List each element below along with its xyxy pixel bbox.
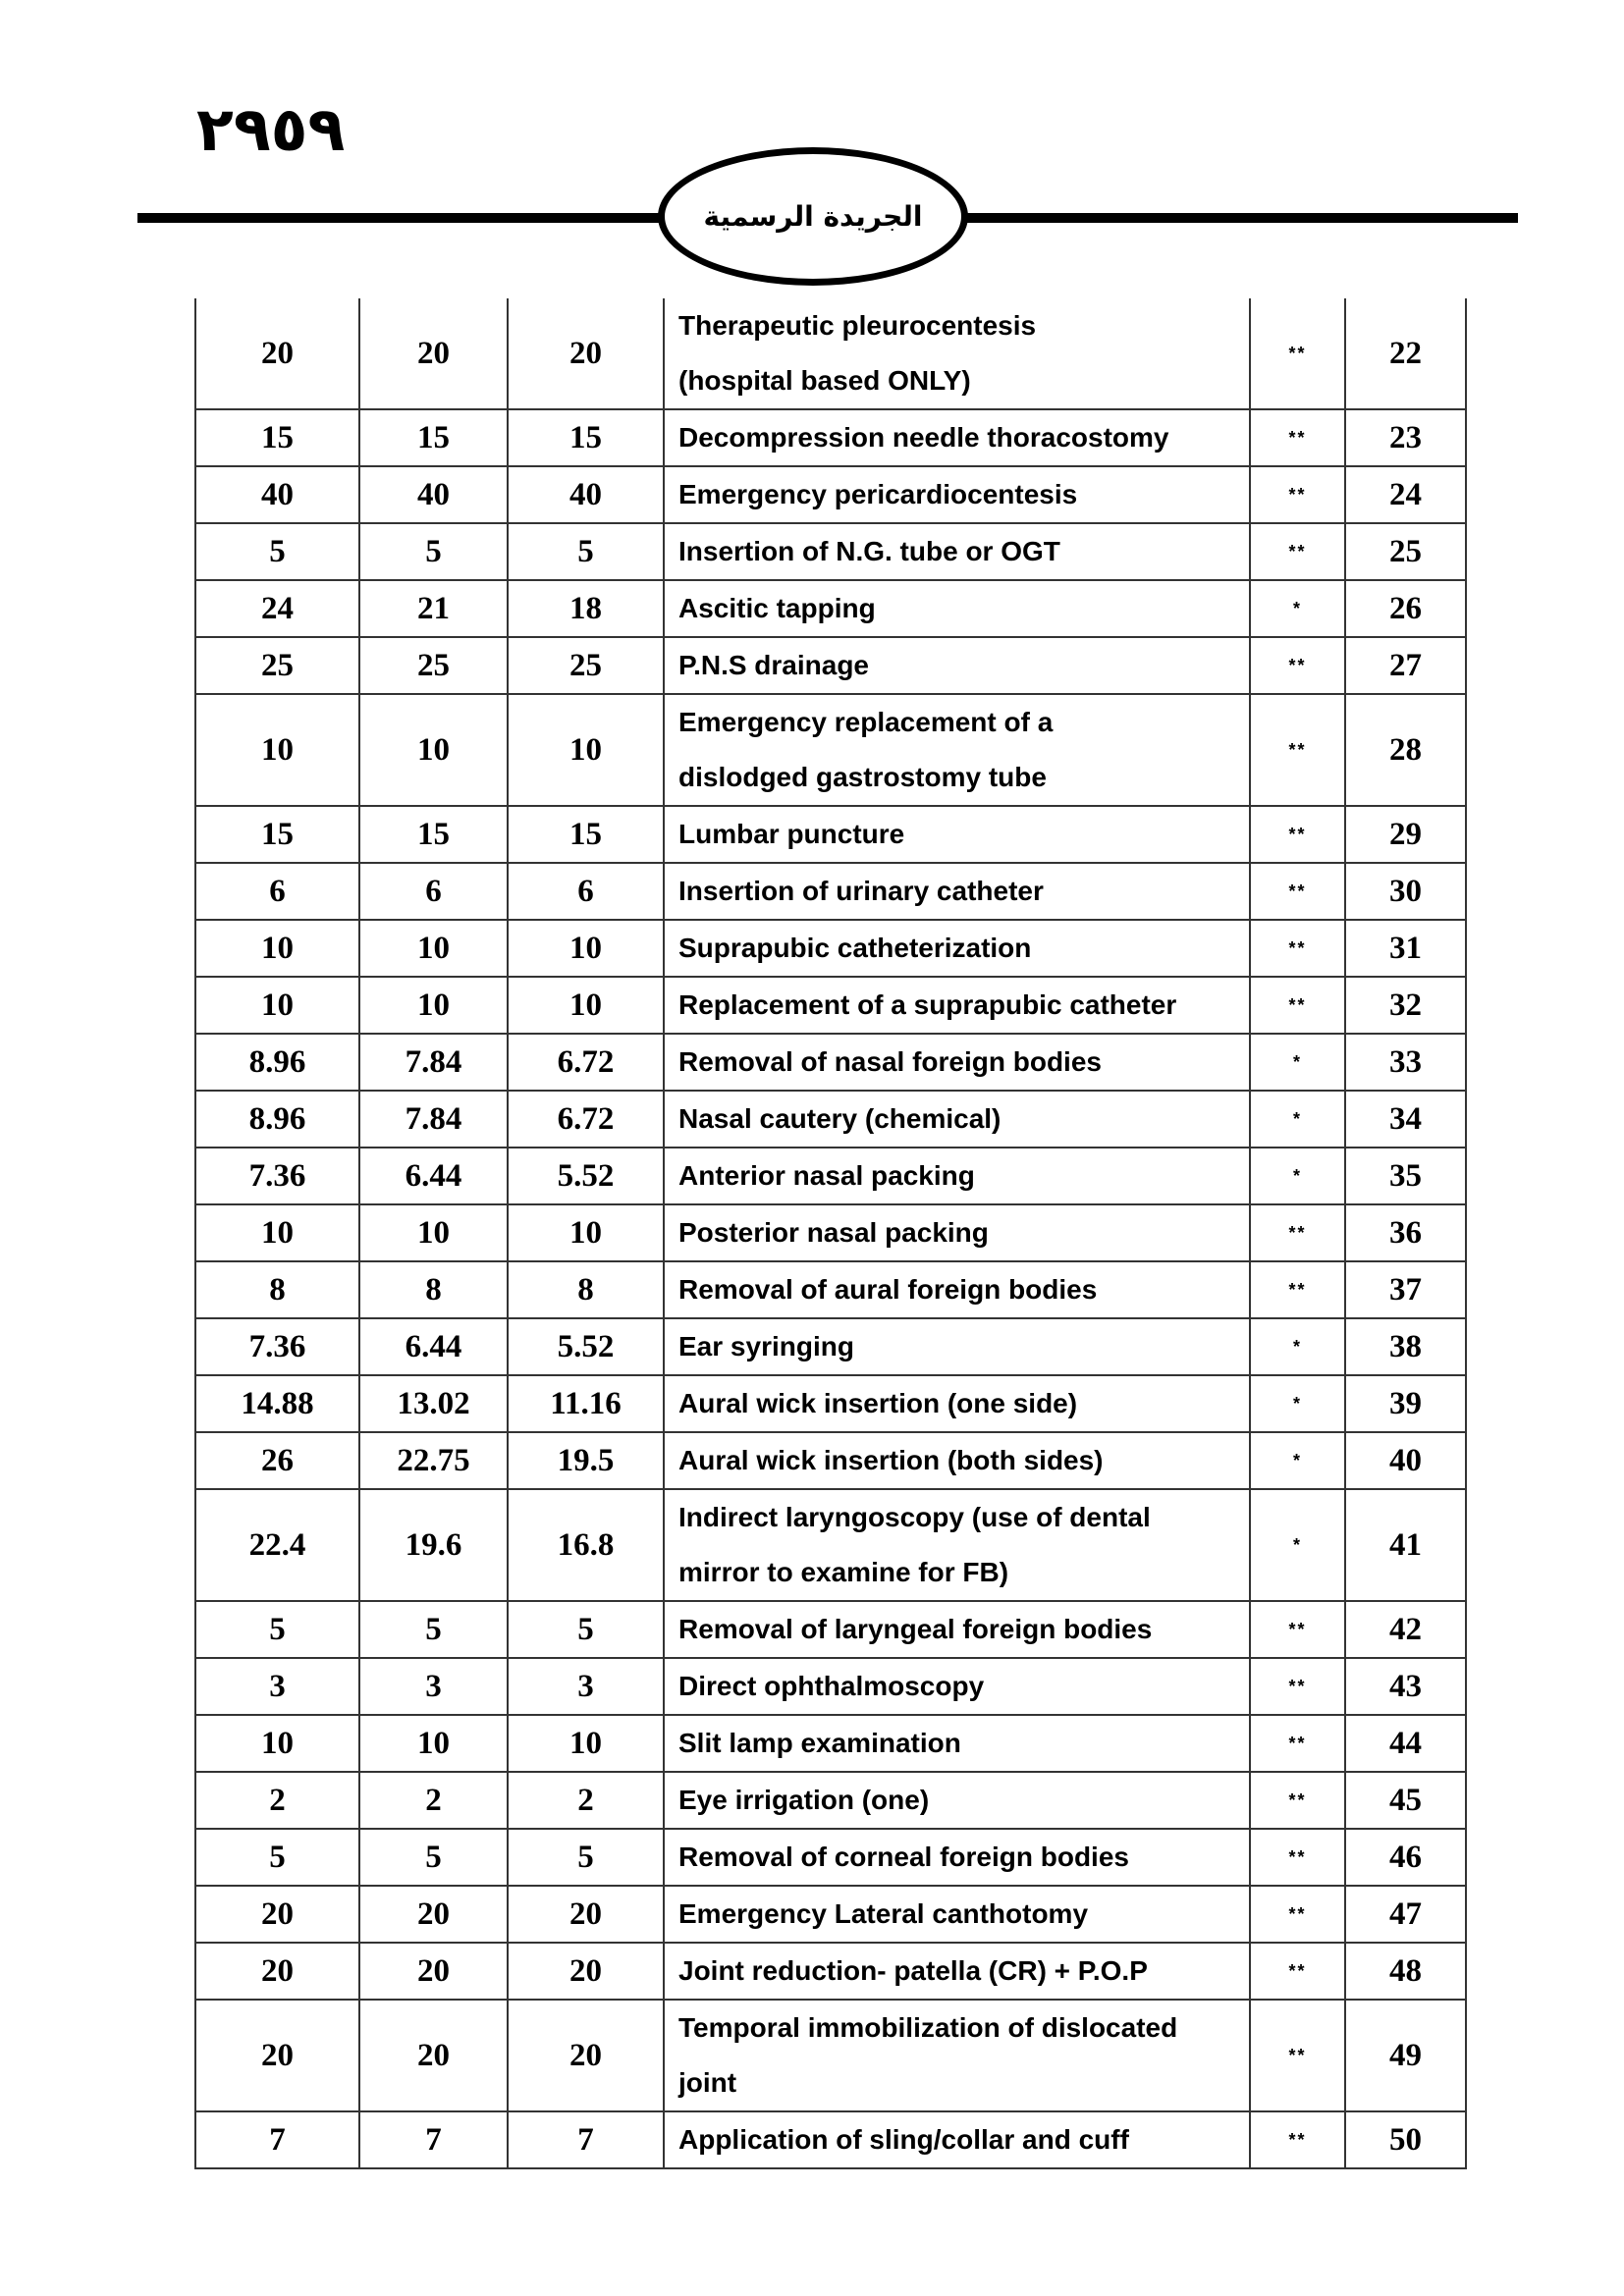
table-row <box>195 920 1466 977</box>
fee-col-1: 15 <box>195 806 359 863</box>
fee-col-1: 15 <box>195 409 359 466</box>
row-number: 36 <box>1345 1204 1466 1261</box>
table-row <box>195 1489 1466 1601</box>
table-row <box>195 1601 1466 1658</box>
fee-col-1: 7.36 <box>195 1318 359 1375</box>
row-number: 28 <box>1345 694 1466 806</box>
row-number: 46 <box>1345 1829 1466 1886</box>
fee-col-2: 10 <box>359 694 508 806</box>
fee-col-1: 8.96 <box>195 1034 359 1091</box>
table-row <box>195 1148 1466 1204</box>
fee-col-3: 6.72 <box>508 1034 664 1091</box>
fee-col-3: 5 <box>508 1829 664 1886</box>
category-mark: * <box>1250 1375 1345 1432</box>
table-row <box>195 523 1466 580</box>
table-row <box>195 2111 1466 2168</box>
procedure-name: Posterior nasal packing <box>664 1204 1250 1261</box>
procedure-name: Indirect laryngoscopy (use of dental mirror to examine for FB) <box>664 1489 1250 1601</box>
row-number: 42 <box>1345 1601 1466 1658</box>
fee-col-1: 5 <box>195 1829 359 1886</box>
category-mark: * <box>1250 1318 1345 1375</box>
fee-col-1: 40 <box>195 466 359 523</box>
fee-col-2: 7.84 <box>359 1091 508 1148</box>
table-row <box>195 466 1466 523</box>
fee-col-2: 15 <box>359 806 508 863</box>
fee-col-1: 10 <box>195 1715 359 1772</box>
row-number: 25 <box>1345 523 1466 580</box>
procedure-name: Temporal immobilization of dislocated joint <box>664 2000 1250 2111</box>
category-mark: * <box>1250 1091 1345 1148</box>
fee-col-3: 20 <box>508 298 664 409</box>
fee-col-2: 10 <box>359 920 508 977</box>
procedure-name: Removal of laryngeal foreign bodies <box>664 1601 1250 1658</box>
fee-col-2: 10 <box>359 1715 508 1772</box>
category-mark: ** <box>1250 2111 1345 2168</box>
fee-col-1: 2 <box>195 1772 359 1829</box>
table-row <box>195 580 1466 637</box>
fee-col-3: 40 <box>508 466 664 523</box>
fee-col-1: 6 <box>195 863 359 920</box>
row-number: 38 <box>1345 1318 1466 1375</box>
row-number: 45 <box>1345 1772 1466 1829</box>
procedure-name: Lumbar puncture <box>664 806 1250 863</box>
row-number: 49 <box>1345 2000 1466 2111</box>
category-mark: ** <box>1250 298 1345 409</box>
fee-col-3: 3 <box>508 1658 664 1715</box>
table-row <box>195 1886 1466 1943</box>
table-row <box>195 1204 1466 1261</box>
category-mark: ** <box>1250 1658 1345 1715</box>
category-mark: * <box>1250 580 1345 637</box>
row-number: 41 <box>1345 1489 1466 1601</box>
fee-col-3: 11.16 <box>508 1375 664 1432</box>
fee-col-2: 19.6 <box>359 1489 508 1601</box>
table-row <box>195 1829 1466 1886</box>
fee-col-1: 20 <box>195 2000 359 2111</box>
procedure-name: Suprapubic catheterization <box>664 920 1250 977</box>
fee-col-3: 18 <box>508 580 664 637</box>
table-row <box>195 1034 1466 1091</box>
fee-col-2: 3 <box>359 1658 508 1715</box>
row-number: 37 <box>1345 1261 1466 1318</box>
fee-col-3: 19.5 <box>508 1432 664 1489</box>
fee-col-2: 2 <box>359 1772 508 1829</box>
procedure-name: Insertion of N.G. tube or OGT <box>664 523 1250 580</box>
fee-col-3: 20 <box>508 2000 664 2111</box>
table-row <box>195 1772 1466 1829</box>
fee-col-1: 26 <box>195 1432 359 1489</box>
fee-col-3: 20 <box>508 1943 664 2000</box>
fee-col-2: 5 <box>359 523 508 580</box>
fee-col-2: 20 <box>359 2000 508 2111</box>
fee-col-3: 20 <box>508 1886 664 1943</box>
fee-col-2: 10 <box>359 977 508 1034</box>
procedure-name: Direct ophthalmoscopy <box>664 1658 1250 1715</box>
row-number: 23 <box>1345 409 1466 466</box>
fee-col-1: 20 <box>195 1943 359 2000</box>
fee-col-1: 5 <box>195 523 359 580</box>
procedure-name: Removal of nasal foreign bodies <box>664 1034 1250 1091</box>
fee-col-1: 10 <box>195 694 359 806</box>
fee-col-1: 25 <box>195 637 359 694</box>
category-mark: ** <box>1250 523 1345 580</box>
procedure-name: P.N.S drainage <box>664 637 1250 694</box>
fee-col-3: 5.52 <box>508 1148 664 1204</box>
table-row <box>195 409 1466 466</box>
procedure-name: Anterior nasal packing <box>664 1148 1250 1204</box>
fee-col-1: 24 <box>195 580 359 637</box>
row-number: 22 <box>1345 298 1466 409</box>
fee-col-3: 25 <box>508 637 664 694</box>
table-row <box>195 1375 1466 1432</box>
fee-col-1: 8 <box>195 1261 359 1318</box>
row-number: 29 <box>1345 806 1466 863</box>
row-number: 48 <box>1345 1943 1466 2000</box>
fee-col-1: 10 <box>195 1204 359 1261</box>
category-mark: ** <box>1250 1204 1345 1261</box>
category-mark: ** <box>1250 1886 1345 1943</box>
procedure-name: Ascitic tapping <box>664 580 1250 637</box>
category-mark: ** <box>1250 1601 1345 1658</box>
fee-col-2: 20 <box>359 1886 508 1943</box>
category-mark: ** <box>1250 694 1345 806</box>
fee-col-1: 5 <box>195 1601 359 1658</box>
row-number: 35 <box>1345 1148 1466 1204</box>
row-number: 44 <box>1345 1715 1466 1772</box>
fee-col-2: 21 <box>359 580 508 637</box>
fee-col-3: 10 <box>508 920 664 977</box>
fee-col-2: 6.44 <box>359 1148 508 1204</box>
table-row <box>195 637 1466 694</box>
row-number: 30 <box>1345 863 1466 920</box>
row-number: 33 <box>1345 1034 1466 1091</box>
procedure-name: Emergency pericardiocentesis <box>664 466 1250 523</box>
table-row <box>195 298 1466 409</box>
category-mark: ** <box>1250 806 1345 863</box>
category-mark: * <box>1250 1489 1345 1601</box>
table-row <box>195 863 1466 920</box>
category-mark: ** <box>1250 466 1345 523</box>
fee-col-2: 25 <box>359 637 508 694</box>
fee-col-2: 40 <box>359 466 508 523</box>
row-number: 43 <box>1345 1658 1466 1715</box>
table-row <box>195 1658 1466 1715</box>
fee-col-2: 15 <box>359 409 508 466</box>
fee-col-3: 16.8 <box>508 1489 664 1601</box>
fee-col-3: 15 <box>508 409 664 466</box>
category-mark: * <box>1250 1148 1345 1204</box>
fee-col-2: 20 <box>359 298 508 409</box>
fees-table <box>194 298 1467 2169</box>
procedure-name: Aural wick insertion (both sides) <box>664 1432 1250 1489</box>
procedure-name: Insertion of urinary catheter <box>664 863 1250 920</box>
fee-col-2: 6 <box>359 863 508 920</box>
fee-col-2: 7.84 <box>359 1034 508 1091</box>
procedure-name: Aural wick insertion (one side) <box>664 1375 1250 1432</box>
fee-col-1: 7 <box>195 2111 359 2168</box>
category-mark: ** <box>1250 637 1345 694</box>
fee-col-3: 5.52 <box>508 1318 664 1375</box>
category-mark: ** <box>1250 2000 1345 2111</box>
fee-col-2: 5 <box>359 1601 508 1658</box>
fee-col-3: 6.72 <box>508 1091 664 1148</box>
fee-col-1: 3 <box>195 1658 359 1715</box>
table-row <box>195 1432 1466 1489</box>
table-row <box>195 694 1466 806</box>
procedure-name: Application of sling/collar and cuff <box>664 2111 1250 2168</box>
table-row <box>195 806 1466 863</box>
fee-col-1: 20 <box>195 1886 359 1943</box>
category-mark: ** <box>1250 1943 1345 2000</box>
table-row <box>195 1261 1466 1318</box>
procedure-name: Eye irrigation (one) <box>664 1772 1250 1829</box>
fee-col-3: 10 <box>508 1204 664 1261</box>
fee-col-2: 7 <box>359 2111 508 2168</box>
procedure-name: Emergency replacement of a dislodged gastrostomy tube <box>664 694 1250 806</box>
procedure-name: Removal of corneal foreign bodies <box>664 1829 1250 1886</box>
category-mark: ** <box>1250 863 1345 920</box>
row-number: 26 <box>1345 580 1466 637</box>
category-mark: ** <box>1250 920 1345 977</box>
row-number: 24 <box>1345 466 1466 523</box>
fee-col-3: 15 <box>508 806 664 863</box>
fee-col-2: 8 <box>359 1261 508 1318</box>
fee-col-2: 6.44 <box>359 1318 508 1375</box>
category-mark: ** <box>1250 1715 1345 1772</box>
fee-col-3: 6 <box>508 863 664 920</box>
fee-col-2: 13.02 <box>359 1375 508 1432</box>
fee-col-2: 5 <box>359 1829 508 1886</box>
procedure-name: Joint reduction- patella (CR) + P.O.P <box>664 1943 1250 2000</box>
category-mark: ** <box>1250 409 1345 466</box>
fee-col-1: 20 <box>195 298 359 409</box>
fee-col-1: 10 <box>195 977 359 1034</box>
fee-col-1: 8.96 <box>195 1091 359 1148</box>
header-emblem <box>658 147 968 286</box>
page-number: ٢٩٥٩ <box>196 93 346 165</box>
row-number: 50 <box>1345 2111 1466 2168</box>
fee-col-1: 7.36 <box>195 1148 359 1204</box>
row-number: 39 <box>1345 1375 1466 1432</box>
row-number: 40 <box>1345 1432 1466 1489</box>
procedure-name: Emergency Lateral canthotomy <box>664 1886 1250 1943</box>
fee-col-2: 22.75 <box>359 1432 508 1489</box>
procedure-name: Therapeutic pleurocentesis (hospital based ONLY) <box>664 298 1250 409</box>
category-mark: ** <box>1250 1772 1345 1829</box>
table-row <box>195 1318 1466 1375</box>
fee-col-3: 2 <box>508 1772 664 1829</box>
row-number: 47 <box>1345 1886 1466 1943</box>
row-number: 31 <box>1345 920 1466 977</box>
table-row <box>195 1943 1466 2000</box>
row-number: 32 <box>1345 977 1466 1034</box>
fee-col-3: 10 <box>508 1715 664 1772</box>
row-number: 27 <box>1345 637 1466 694</box>
row-number: 34 <box>1345 1091 1466 1148</box>
fee-col-1: 14.88 <box>195 1375 359 1432</box>
fee-col-3: 10 <box>508 694 664 806</box>
publication-title: الجريدة الرسمية <box>703 200 923 233</box>
category-mark: ** <box>1250 1829 1345 1886</box>
procedure-name: Removal of aural foreign bodies <box>664 1261 1250 1318</box>
category-mark: ** <box>1250 977 1345 1034</box>
category-mark: * <box>1250 1034 1345 1091</box>
category-mark: * <box>1250 1432 1345 1489</box>
procedure-name: Slit lamp examination <box>664 1715 1250 1772</box>
category-mark: ** <box>1250 1261 1345 1318</box>
procedure-name: Nasal cautery (chemical) <box>664 1091 1250 1148</box>
table-row <box>195 2000 1466 2111</box>
fee-col-2: 10 <box>359 1204 508 1261</box>
fee-col-3: 7 <box>508 2111 664 2168</box>
table-row <box>195 1091 1466 1148</box>
procedure-name: Decompression needle thoracostomy <box>664 409 1250 466</box>
fee-col-3: 10 <box>508 977 664 1034</box>
table-row <box>195 1715 1466 1772</box>
procedure-name: Replacement of a suprapubic catheter <box>664 977 1250 1034</box>
fee-col-1: 10 <box>195 920 359 977</box>
fee-col-1: 22.4 <box>195 1489 359 1601</box>
table-row <box>195 977 1466 1034</box>
fee-col-3: 5 <box>508 523 664 580</box>
fee-col-3: 5 <box>508 1601 664 1658</box>
procedure-name: Ear syringing <box>664 1318 1250 1375</box>
fee-col-2: 20 <box>359 1943 508 2000</box>
fee-col-3: 8 <box>508 1261 664 1318</box>
